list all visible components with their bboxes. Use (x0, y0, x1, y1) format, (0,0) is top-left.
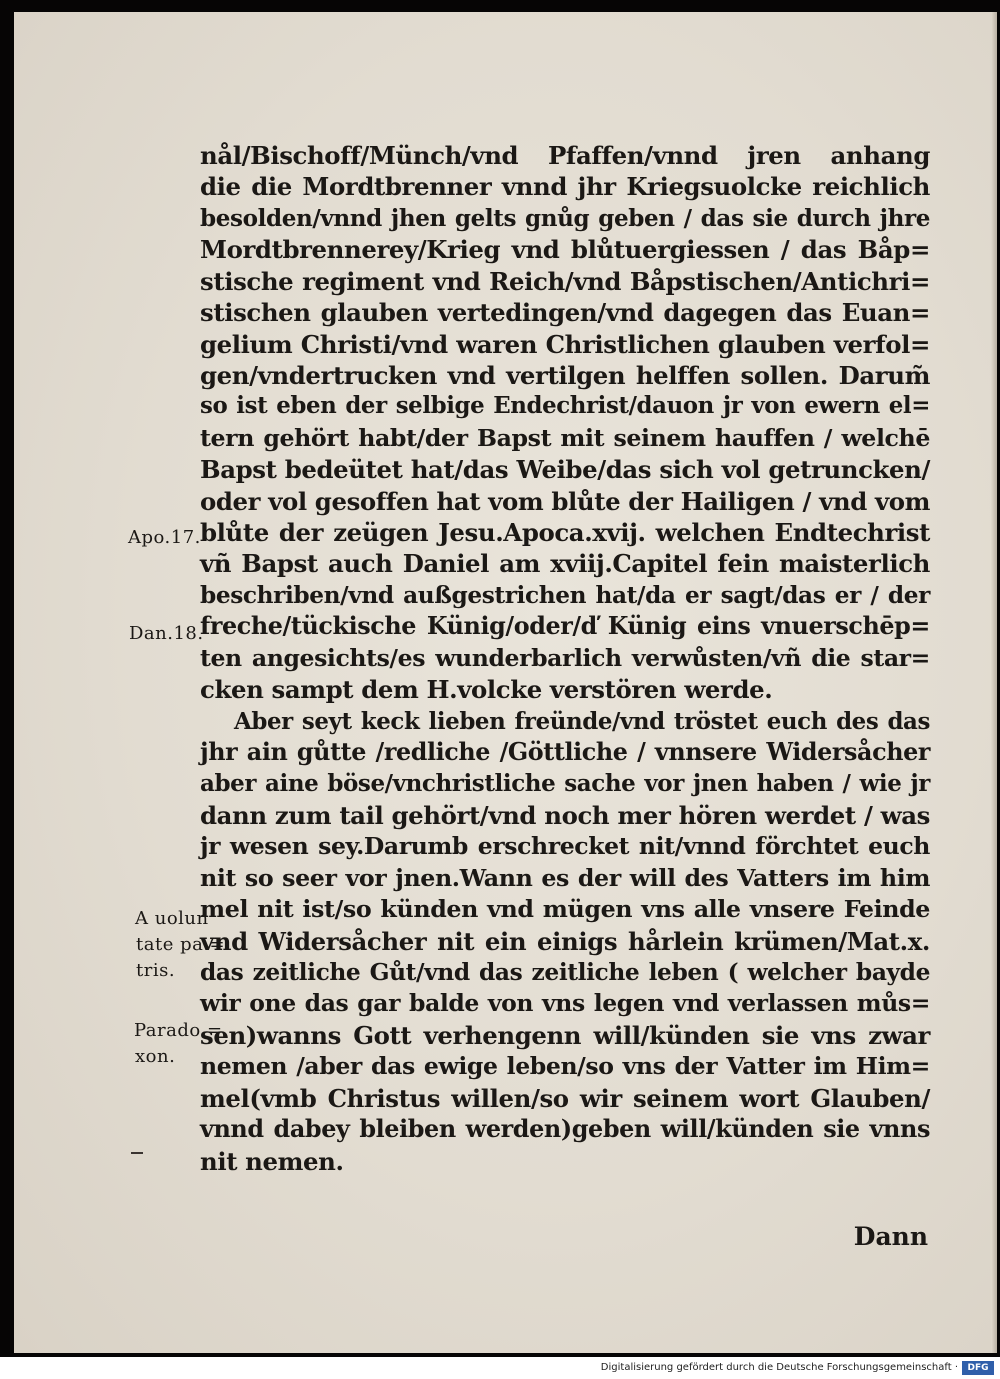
text-line: Mordtbrennerey/Krieg vnd blůtuergiessen / das Båp= (200, 235, 930, 265)
text-line: mel(vmb Christus willen/so wir seinem wort Glauben/ (200, 1083, 930, 1113)
margin-note-voluntate-line2: tate pa = (136, 934, 226, 955)
text-line: gelium Christi/vnd waren Christlichen glauben verfol= (200, 329, 930, 359)
text-line: besolden/vnnd jhen gelts gnůg geben / das sie durch jhre (200, 204, 930, 232)
margin-dash-mark (131, 1152, 143, 1154)
text-line: jhr ain gůtte /redliche /Göttliche / vnnsere Widersåcher (200, 738, 930, 767)
margin-note-voluntate-line3: tris. (136, 960, 176, 981)
margin-note-apocalypse: Apo.17. (128, 527, 201, 548)
main-text-block (200, 140, 930, 1177)
text-line: jr wesen sey.Darumb erschrecket nit/vnnd förchtet euch (200, 832, 930, 861)
text-line: wir one das gar balde von vns legen vnd verlassen můs= (200, 989, 930, 1018)
text-line: oder vol gesoffen hat vom blůte der Hailigen / vnd vom (200, 486, 930, 516)
text-line: sen)wanns Gott verhengenn will/künden sie vns zwar (200, 1020, 930, 1050)
funding-credit: Digitalisierung gefördert durch die Deutsche Forschungsgemeinschaft · (600, 1362, 958, 1373)
text-line: ten angesichts/es wunderbarlich verwůsten/vñ die star= (200, 643, 930, 672)
text-line: stische regiment vnd Reich/vnd Båpstischen/Antichri= (200, 266, 930, 296)
text-line: Bapst bedeütet hat/das Weibe/das sich vol getruncken/ (200, 455, 930, 485)
text-line: so ist eben der selbige Endechrist/dauon jr von ewern el= (200, 393, 930, 420)
margin-note-voluntate-line1: A uolun (135, 908, 209, 929)
text-line: mel nit ist/so künden vnd mügen vns alle vnsere Feinde (200, 895, 930, 924)
dfg-logo: DFG (962, 1361, 994, 1375)
text-line: vnnd dabey bleiben werden)geben will/künden sie vnns (200, 1115, 930, 1144)
text-line: vnd Widersåcher nit ein einigs hårlein krümen/Mat.x. (200, 926, 930, 956)
margin-note-paradoxon-line2: xon. (135, 1046, 176, 1067)
text-line: freche/tückische Künig/oder/ď Künig eins vnuerschēp= (200, 612, 930, 641)
catchword: Dann (853, 1222, 928, 1251)
text-line: vñ Bapst auch Daniel am xviij.Capitel fein maisterlich (200, 549, 930, 579)
text-line: cken sampt dem H.volcke verstören werde. (200, 675, 773, 705)
text-line: das zeitliche Gůt/vnd das zeitliche leben ( welcher bayde (200, 958, 930, 986)
text-line: nemen /aber das ewige leben/so vns der Vatter im Him= (200, 1052, 930, 1081)
footer-bar (0, 1357, 1000, 1379)
paragraph-start-line: Aber seyt keck lieben freünde/vnd tröstet euch des das (234, 707, 930, 735)
margin-note-paradoxon-line1: Parado = (134, 1020, 223, 1041)
text-line: die die Mordtbrenner vnnd jhr Kriegsuolcke reichlich (200, 172, 930, 202)
text-line: stischen glauben vertedingen/vnd dagegen das Euan= (200, 298, 930, 328)
text-line: dann zum tail gehört/vnd noch mer hören werdet / was (200, 800, 930, 830)
text-line: tern gehört habt/der Bapst mit seinem hauffen / welchē (200, 423, 930, 452)
text-line: aber aine böse/vnchristliche sache vor jnen haben / wie jr (200, 770, 930, 798)
text-line: nit nemen. (200, 1146, 344, 1176)
text-line: nål/Bischoff/Münch/vnd Pfaffen/vnnd jren anhang (200, 141, 930, 170)
text-line: beschriben/vnd außgestrichen hat/da er sagt/das er / der (200, 581, 930, 609)
page-edge (991, 12, 997, 1353)
margin-note-daniel: Dan.18. (129, 623, 204, 644)
text-line: nit so seer vor jnen.Wann es der will des Vatters im him (200, 863, 930, 892)
text-line: blůte der zeügen Jesu.Apoca.xvij. welchen Endtechrist (200, 518, 930, 548)
text-line: gen/vndertrucken vnd vertilgen helffen sollen. Darum̃ (200, 360, 930, 390)
